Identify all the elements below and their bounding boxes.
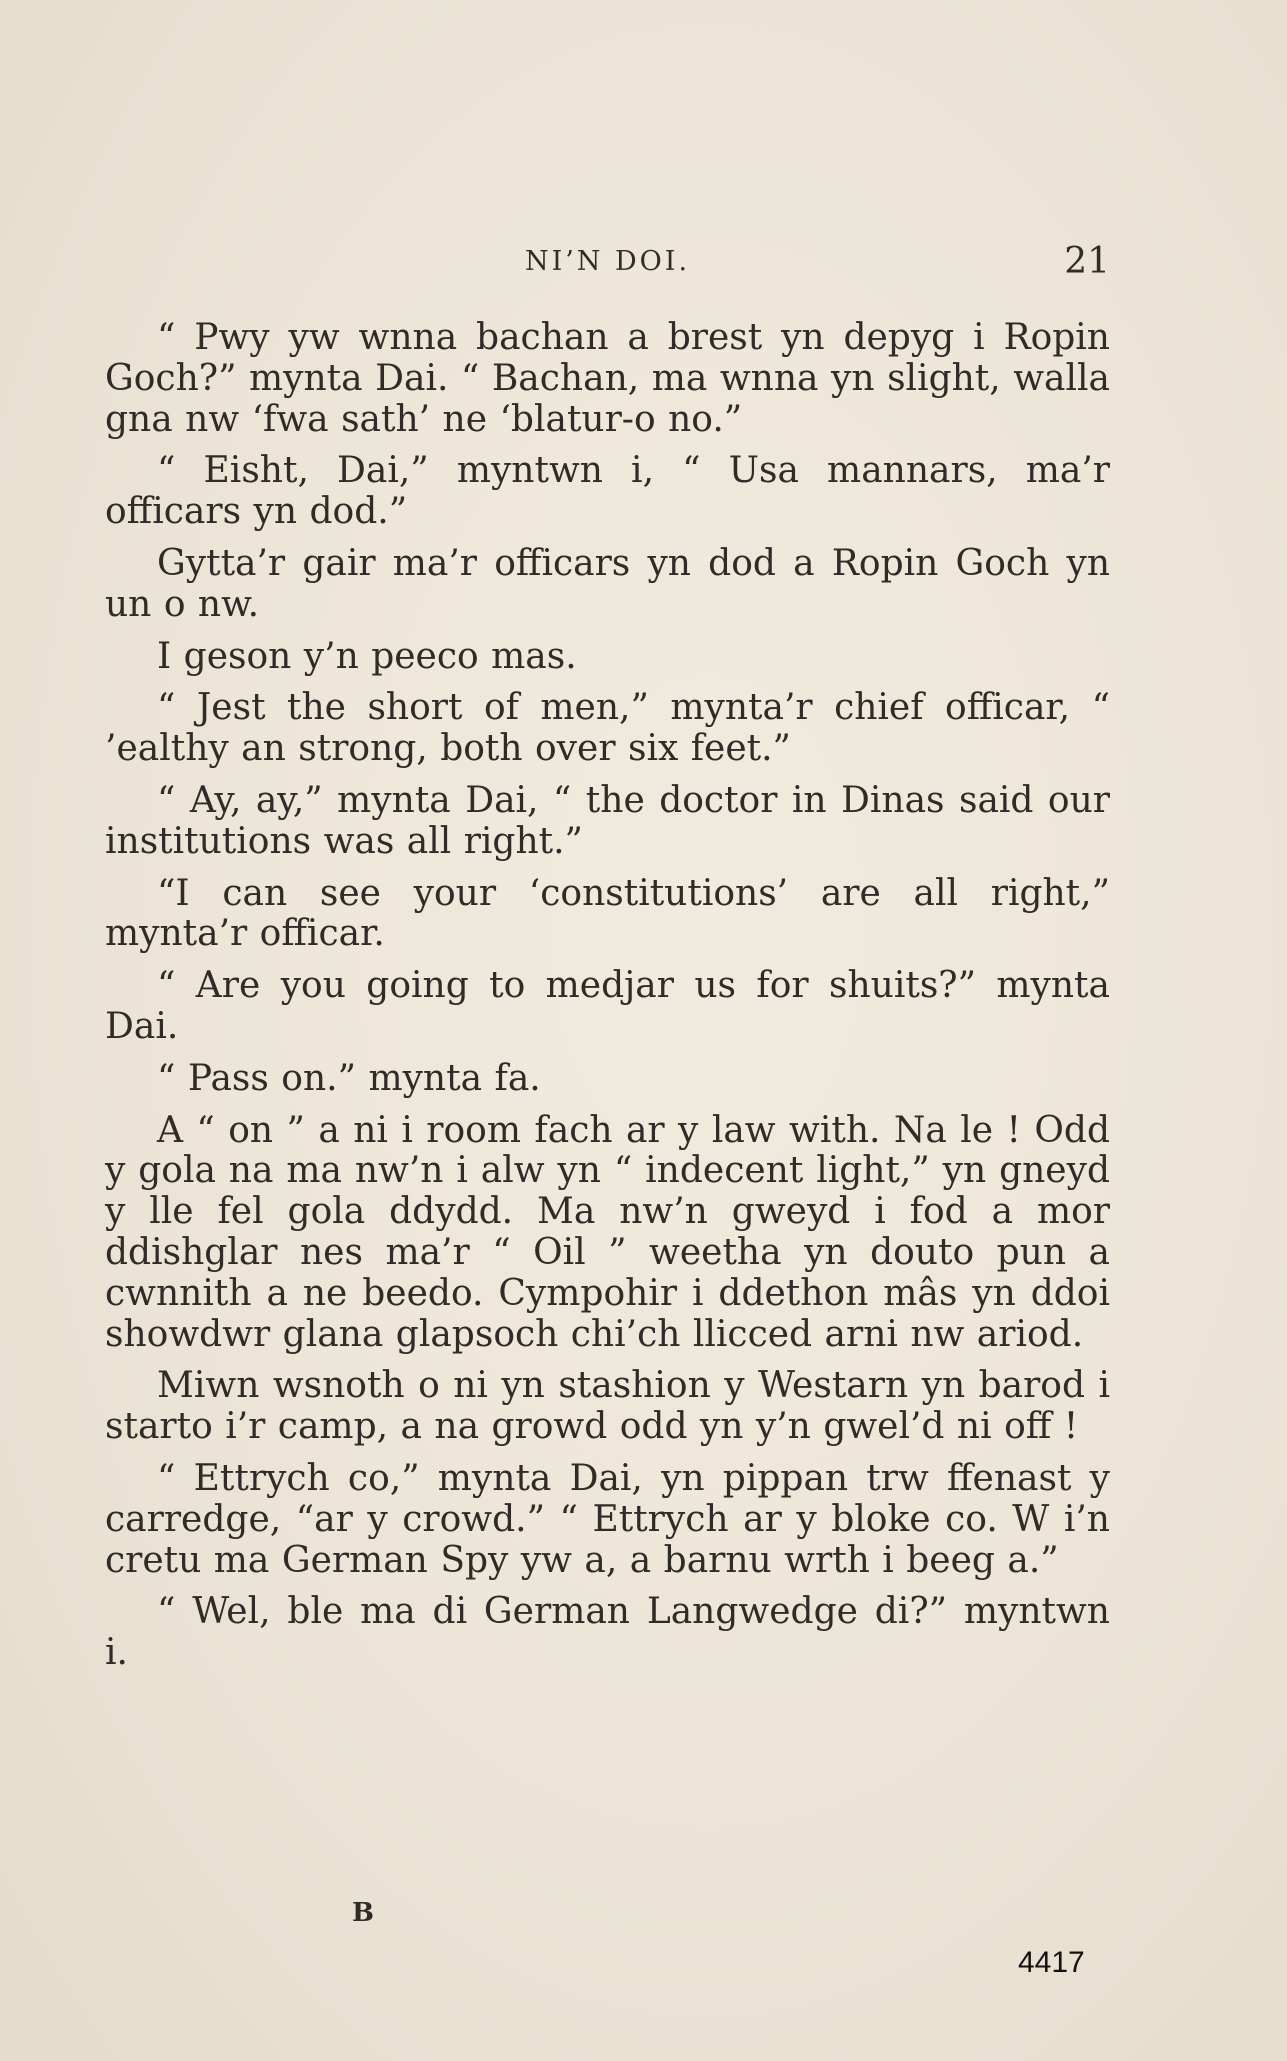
paragraph-5: “ Jest the short of men,” mynta’r chief officar, “ ’ealthy an strong, both over six feet.” [105,687,1110,770]
page-number: 21 [1064,241,1110,282]
paragraph-7: “I can see your ‘constitutions’ are all right,” mynta’r officar. [105,872,1110,955]
paragraph-12: “ Ettrych co,” mynta Dai, yn pippan trw ffenast y carredge, “ar y crowd.” “ Ettrych ar y bloke co. W i’n cretu ma German Spy yw a, a barnu wrth i beeg a.” [105,1457,1110,1581]
paragraph-8: “ Are you going to medjar us for shuits?” mynta Dai. [105,965,1110,1047]
reference-number: 4417 [1018,1946,1085,1979]
paragraph-11: Miwn wsnoth o ni yn stashion y Westarn yn barod i starto i’r camp, a na growd odd yn y’n gwel’d ni off ! [105,1365,1110,1448]
paragraph-1: “ Pwy yw wnna bachan a brest yn depyg i Ropin Goch?” mynta Dai. “ Bachan, ma wnna yn slight, walla gna nw ‘fwa sath’ ne ‘blatur-o no.” [105,317,1110,440]
paragraph-2: “ Eisht, Dai,” myntwn i, “ Usa mannars, ma’r officars yn dod.” [105,450,1110,533]
running-title: NI’N DOI. [524,246,691,277]
body-text [105,318,1110,1685]
paragraph-3: Gytta’r gair ma’r officars yn dod a Ropin Goch yn un o nw. [105,542,1110,625]
paragraph-13: “ Wel, ble ma di German Langwedge di?” myntwn i. [105,1591,1110,1674]
paragraph-10: A “ on ” a ni i room fach ar y law with. Na le ! Odd y gola na ma nw’n i alw yn “ indecent light,” yn gneyd y lle fel gola ddydd. Ma nw’n gweyd i fod a mor ddishglar nes ma’r “ Oil ” weetha yn douto pun a cwnnith a ne beedo. Cympohir i ddethon mâs yn ddoi showdwr glana glapsoch chi’ch llicced arni nw ariod. [105,1109,1110,1355]
signature-mark: B [352,1898,374,1928]
page-header [105,240,1110,284]
paragraph-6: “ Ay, ay,” mynta Dai, “ the doctor in Dinas said our institutions was all right.” [105,779,1110,862]
paragraph-9: “ Pass on.” mynta fa. [157,1057,541,1099]
paragraph-4: I geson y’n peeco mas. [157,635,577,677]
